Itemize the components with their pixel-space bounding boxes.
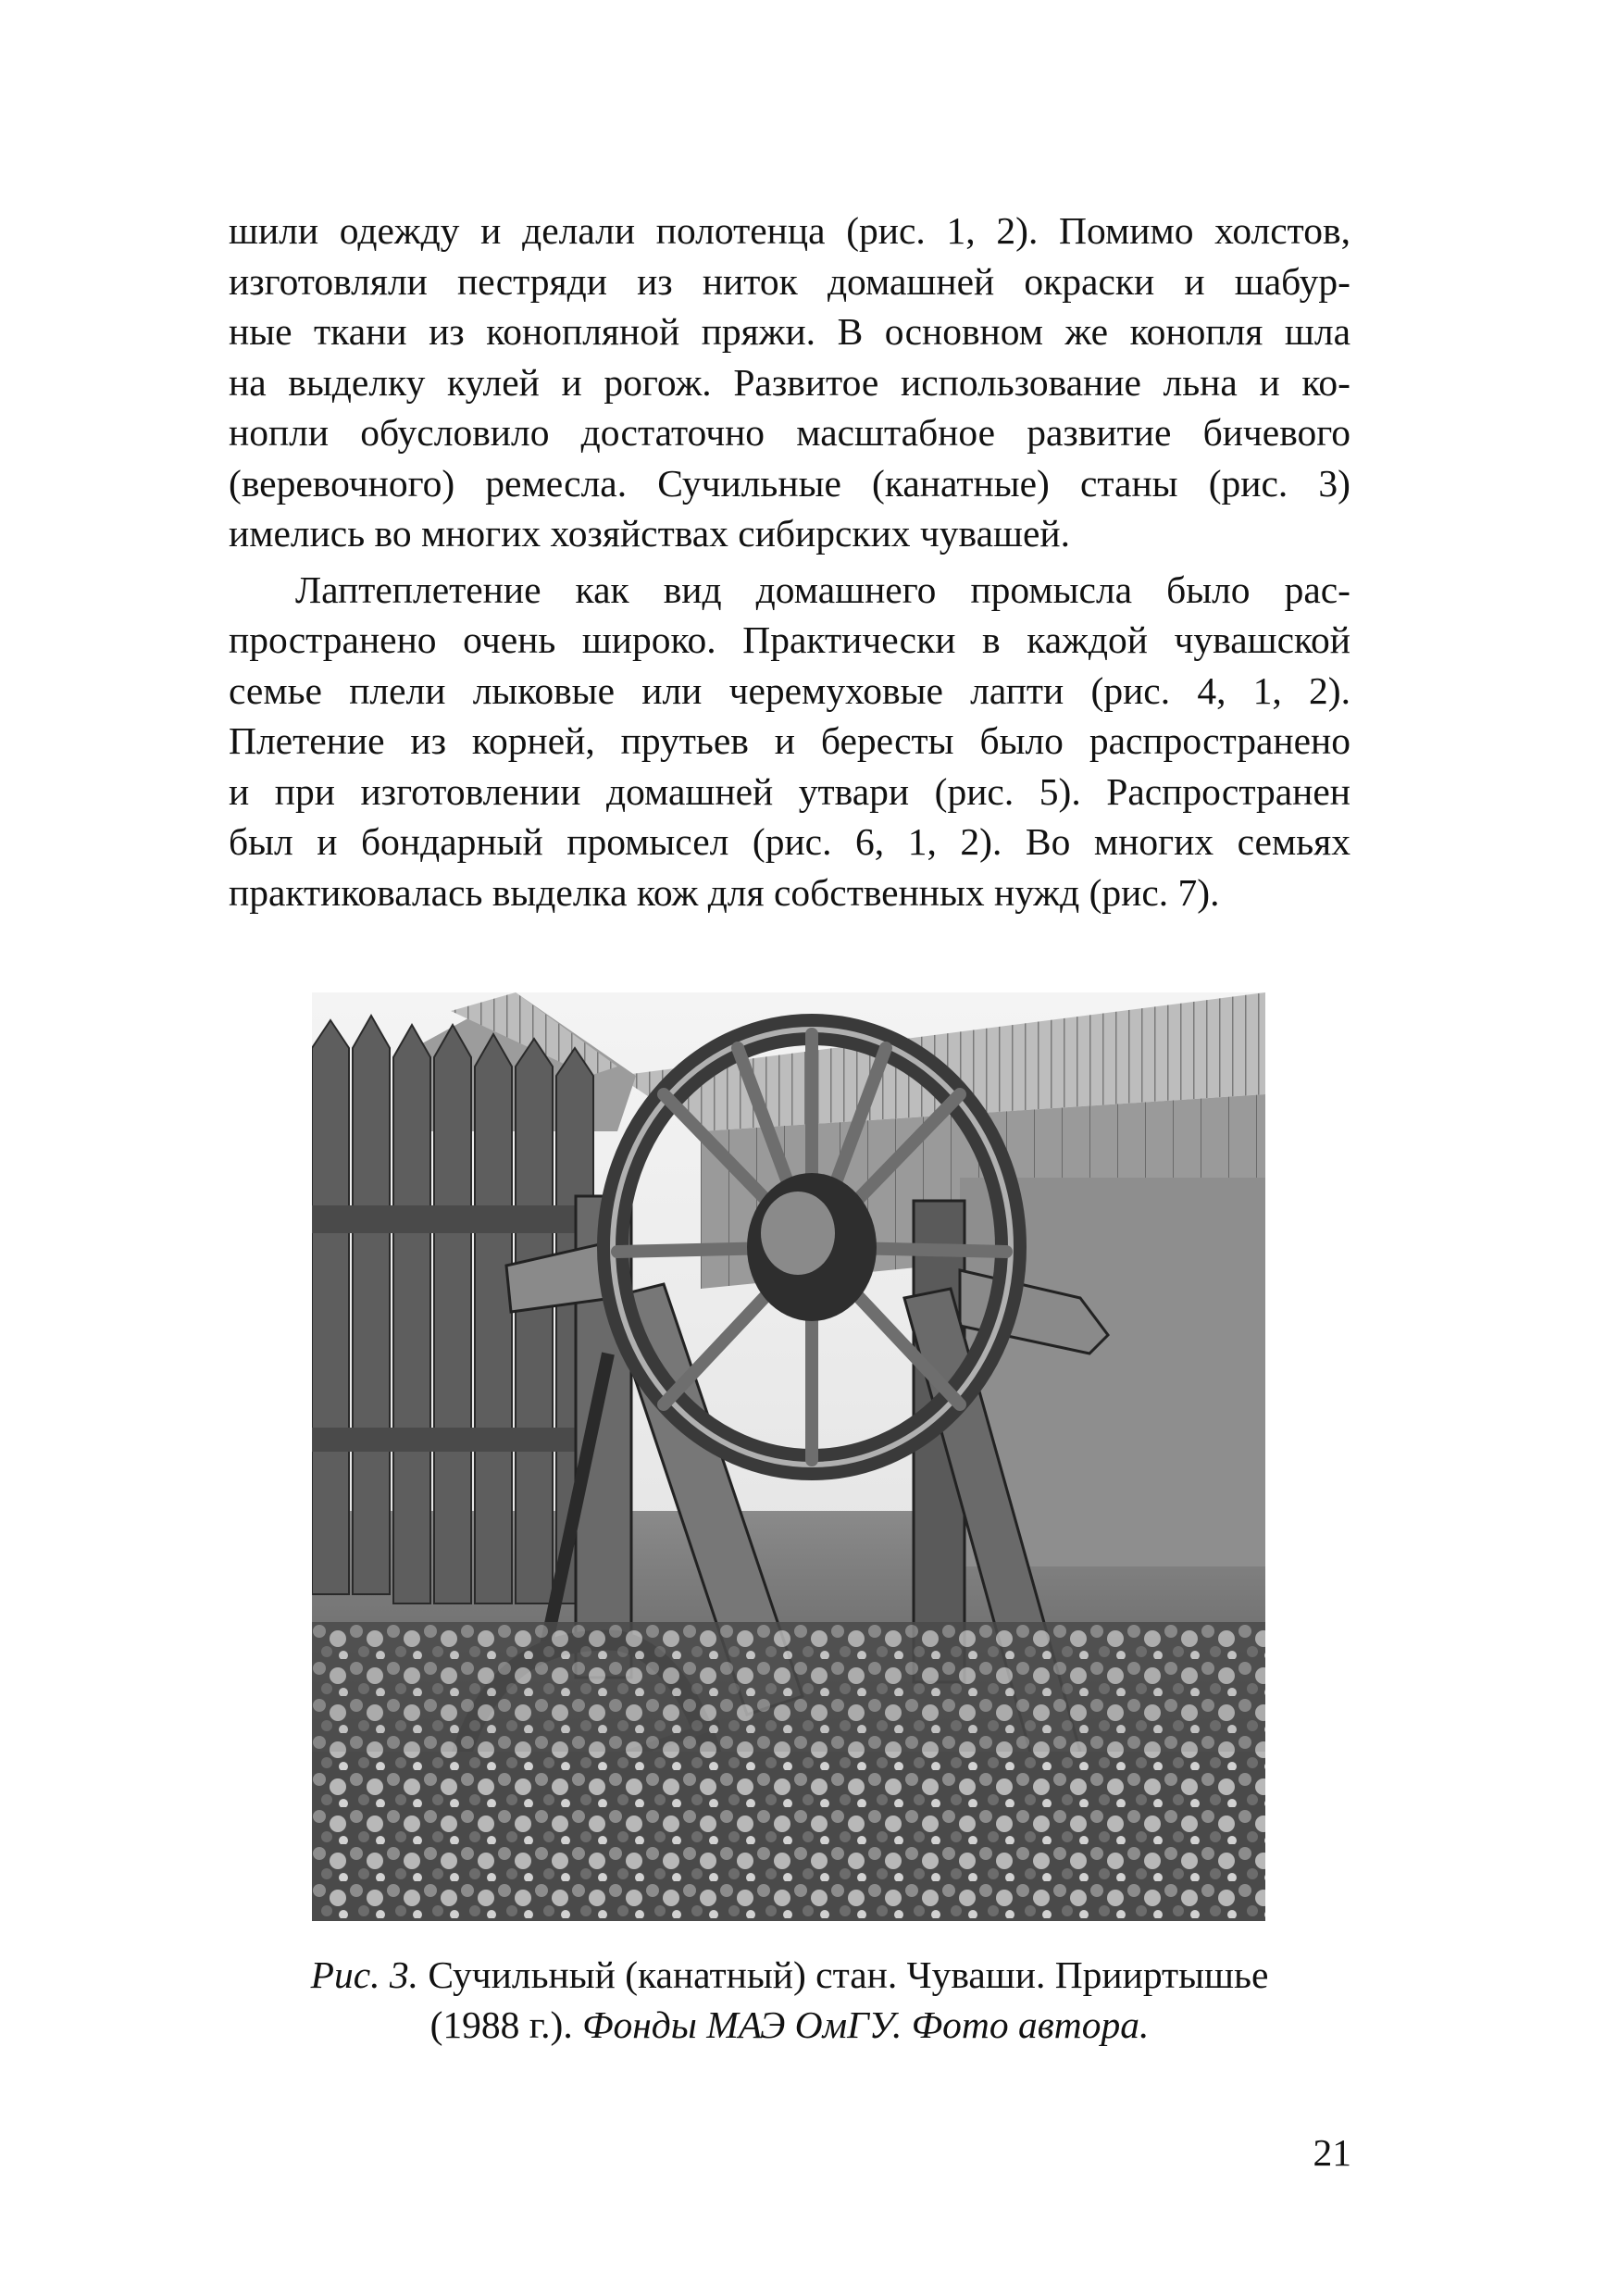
paragraph-1 <box>229 206 1350 559</box>
text-line: изготовляли пестряди из ниток домашней окраски и шабур- <box>229 259 1350 303</box>
text-line: и при изготовлении домашней утвари (рис. 5). Распространен <box>229 769 1350 813</box>
text-line: (веревочного) ремесла. Сучильные (канатные) станы (рис. 3) <box>229 461 1350 505</box>
rope-making-wheel-photo <box>312 992 1265 1921</box>
figure-photo <box>312 992 1265 1921</box>
caption-text-2: (1988 г.). <box>429 2003 583 2046</box>
caption-label: Рис. 3. <box>310 1953 419 1996</box>
text-line: на выделку кулей и рогож. Развитое использование льна и ко- <box>229 360 1350 404</box>
caption-text-1: Сучильный (канатный) стан. Чуваши. Прииртышье <box>418 1953 1269 1996</box>
text-line: имелись во многих хозяйствах сибирских чувашей. <box>229 512 1070 555</box>
text-line: нопли обусловило достаточно масштабное развитие бичевого <box>229 411 1350 454</box>
text-line: Лаптеплетение как вид домашнего промысла было рас- <box>295 568 1350 611</box>
caption-source: Фонды МАЭ ОмГУ. Фото автора. <box>582 2003 1150 2046</box>
text-line: семье плели лыковые или черемуховые лапти (рис. 4, 1, 2). <box>229 668 1350 712</box>
text-line: шили одежду и делали полотенца (рис. 1, 2). Помимо холстов, <box>229 209 1350 252</box>
figure-caption <box>229 1950 1350 2050</box>
text-line: Плетение из корней, прутьев и бересты было распространено <box>229 719 1350 762</box>
text-line: был и бондарный промысел (рис. 6, 1, 2). Во многих семьях <box>229 820 1350 863</box>
text-line: практиковалась выделка кож для собственных нужд (рис. 7). <box>229 870 1220 914</box>
page-number: 21 <box>1313 2131 1351 2174</box>
body-text <box>229 206 1350 917</box>
text-line: пространено очень широко. Практически в каждой чувашской <box>229 618 1350 661</box>
text-line: ные ткани из конопляной пряжи. В основном же конопля шла <box>229 310 1350 353</box>
wheel-icon <box>613 1029 1011 1465</box>
paragraph-2 <box>229 565 1350 918</box>
